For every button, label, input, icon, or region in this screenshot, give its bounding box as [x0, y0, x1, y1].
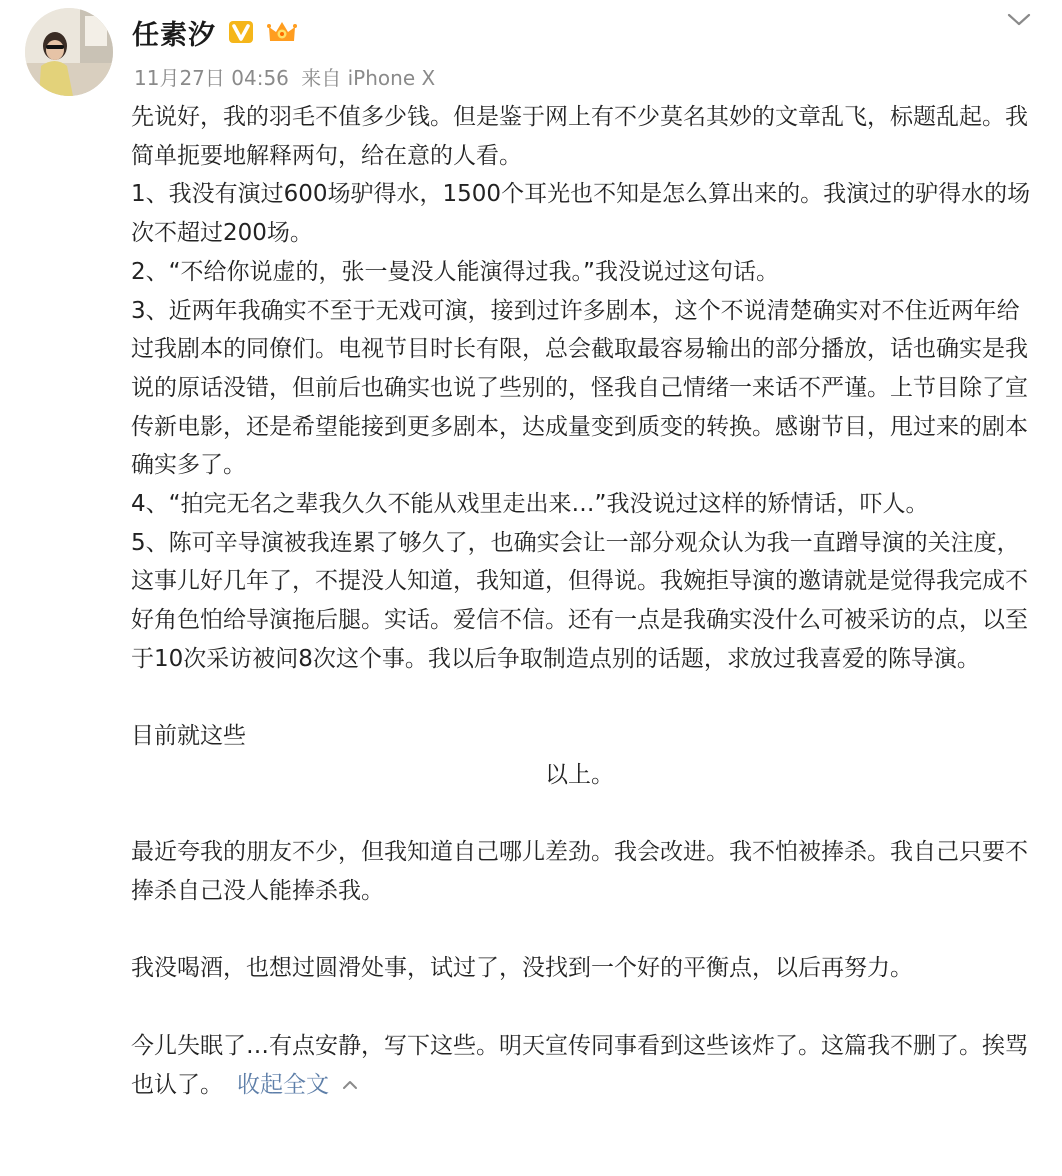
- avatar-image: [25, 8, 113, 96]
- post-body: [131, 98, 1036, 1104]
- user-name-row: [132, 12, 298, 52]
- avatar[interactable]: [25, 8, 113, 96]
- chevron-down-icon: [1004, 10, 1034, 30]
- collapse-label[interactable]: 收起全文: [237, 1071, 329, 1098]
- spacer: [131, 679, 1036, 718]
- username[interactable]: 任素汐: [132, 19, 216, 51]
- spacer: [131, 911, 1036, 950]
- spacer: [131, 988, 1036, 1027]
- post-paragraph-intro: 先说好，我的羽毛不值多少钱。但是鉴于网上有不少莫名其妙的文章乱飞，标题乱起。我简单扼要地解释两句，给在意的人看。: [131, 104, 1028, 169]
- post-source: 来自 iPhone X: [301, 66, 436, 90]
- post-point-1: 1、我没有演过600场驴得水，1500个耳光也不知是怎么算出来的。我演过的驴得水的场次不超过200场。: [131, 181, 1031, 247]
- spacer: [131, 795, 1036, 834]
- post-menu-button[interactable]: [1004, 10, 1034, 30]
- post-paragraph-current: 目前就这些: [131, 723, 246, 750]
- collapse-button[interactable]: [237, 1072, 359, 1098]
- post-point-3: 3、近两年我确实不至于无戏可演，接到过许多剧本，这个不说清楚确实对不住近两年给过我剧本的同僚们。电视节目时长有限，总会截取最容易输出的部分播放，话也确实是我说的原话没错，但前后也确实也说了些别的，怪我自己情绪一来话不严谨。上节目除了宣传新电影，还是希望能接到更多剧本，达成量变到质变的转换。感谢节目，甩过来的剧本确实多了。: [131, 297, 1028, 479]
- post-point-4: 4、“拍完无名之辈我久久不能从戏里走出来…”我没说过这样的矫情话，吓人。: [131, 491, 929, 518]
- post-time[interactable]: 11月27日 04:56: [134, 66, 289, 90]
- crown-member-icon[interactable]: [266, 19, 298, 45]
- insomnia-text: 今儿失眠了…有点安静，写下这些。明天宣传同事看到这些该炸了。这篇我不删了。挨骂也认了。: [131, 1032, 1028, 1098]
- post-point-5: 5、陈可辛导演被我连累了够久了，也确实会让一部分观众认为我一直蹭导演的关注度，这事儿好几年了，不提没人知道，我知道，但得说。我婉拒导演的邀请就是觉得我完成不好角色怕给导演拖后腿。实话。爱信不信。还有一点是我确实没什么可被采访的点，以至于10次采访被问8次这个事。我以后争取制造点别的话题，求放过我喜爱的陈导演。: [131, 529, 1028, 672]
- post-paragraph-nodrink: 我没喝酒，也想过圆滑处事，试过了，没找到一个好的平衡点，以后再努力。: [131, 955, 913, 982]
- post-paragraph-insomnia: [131, 1027, 1036, 1104]
- post-paragraph-end: 以上。: [545, 761, 614, 788]
- verified-v-icon: [228, 20, 254, 44]
- chevron-up-icon: [341, 1079, 359, 1091]
- post-point-2: 2、“不给你说虚的，张一曼没人能演得过我。”我没说过这句话。: [131, 258, 779, 285]
- post-meta: [134, 62, 435, 91]
- post-paragraph-friends: 最近夸我的朋友不少，但我知道自己哪儿差劲。我会改进。我不怕被捧杀。我自己只要不捧杀自己没人能捧杀我。: [131, 839, 1028, 905]
